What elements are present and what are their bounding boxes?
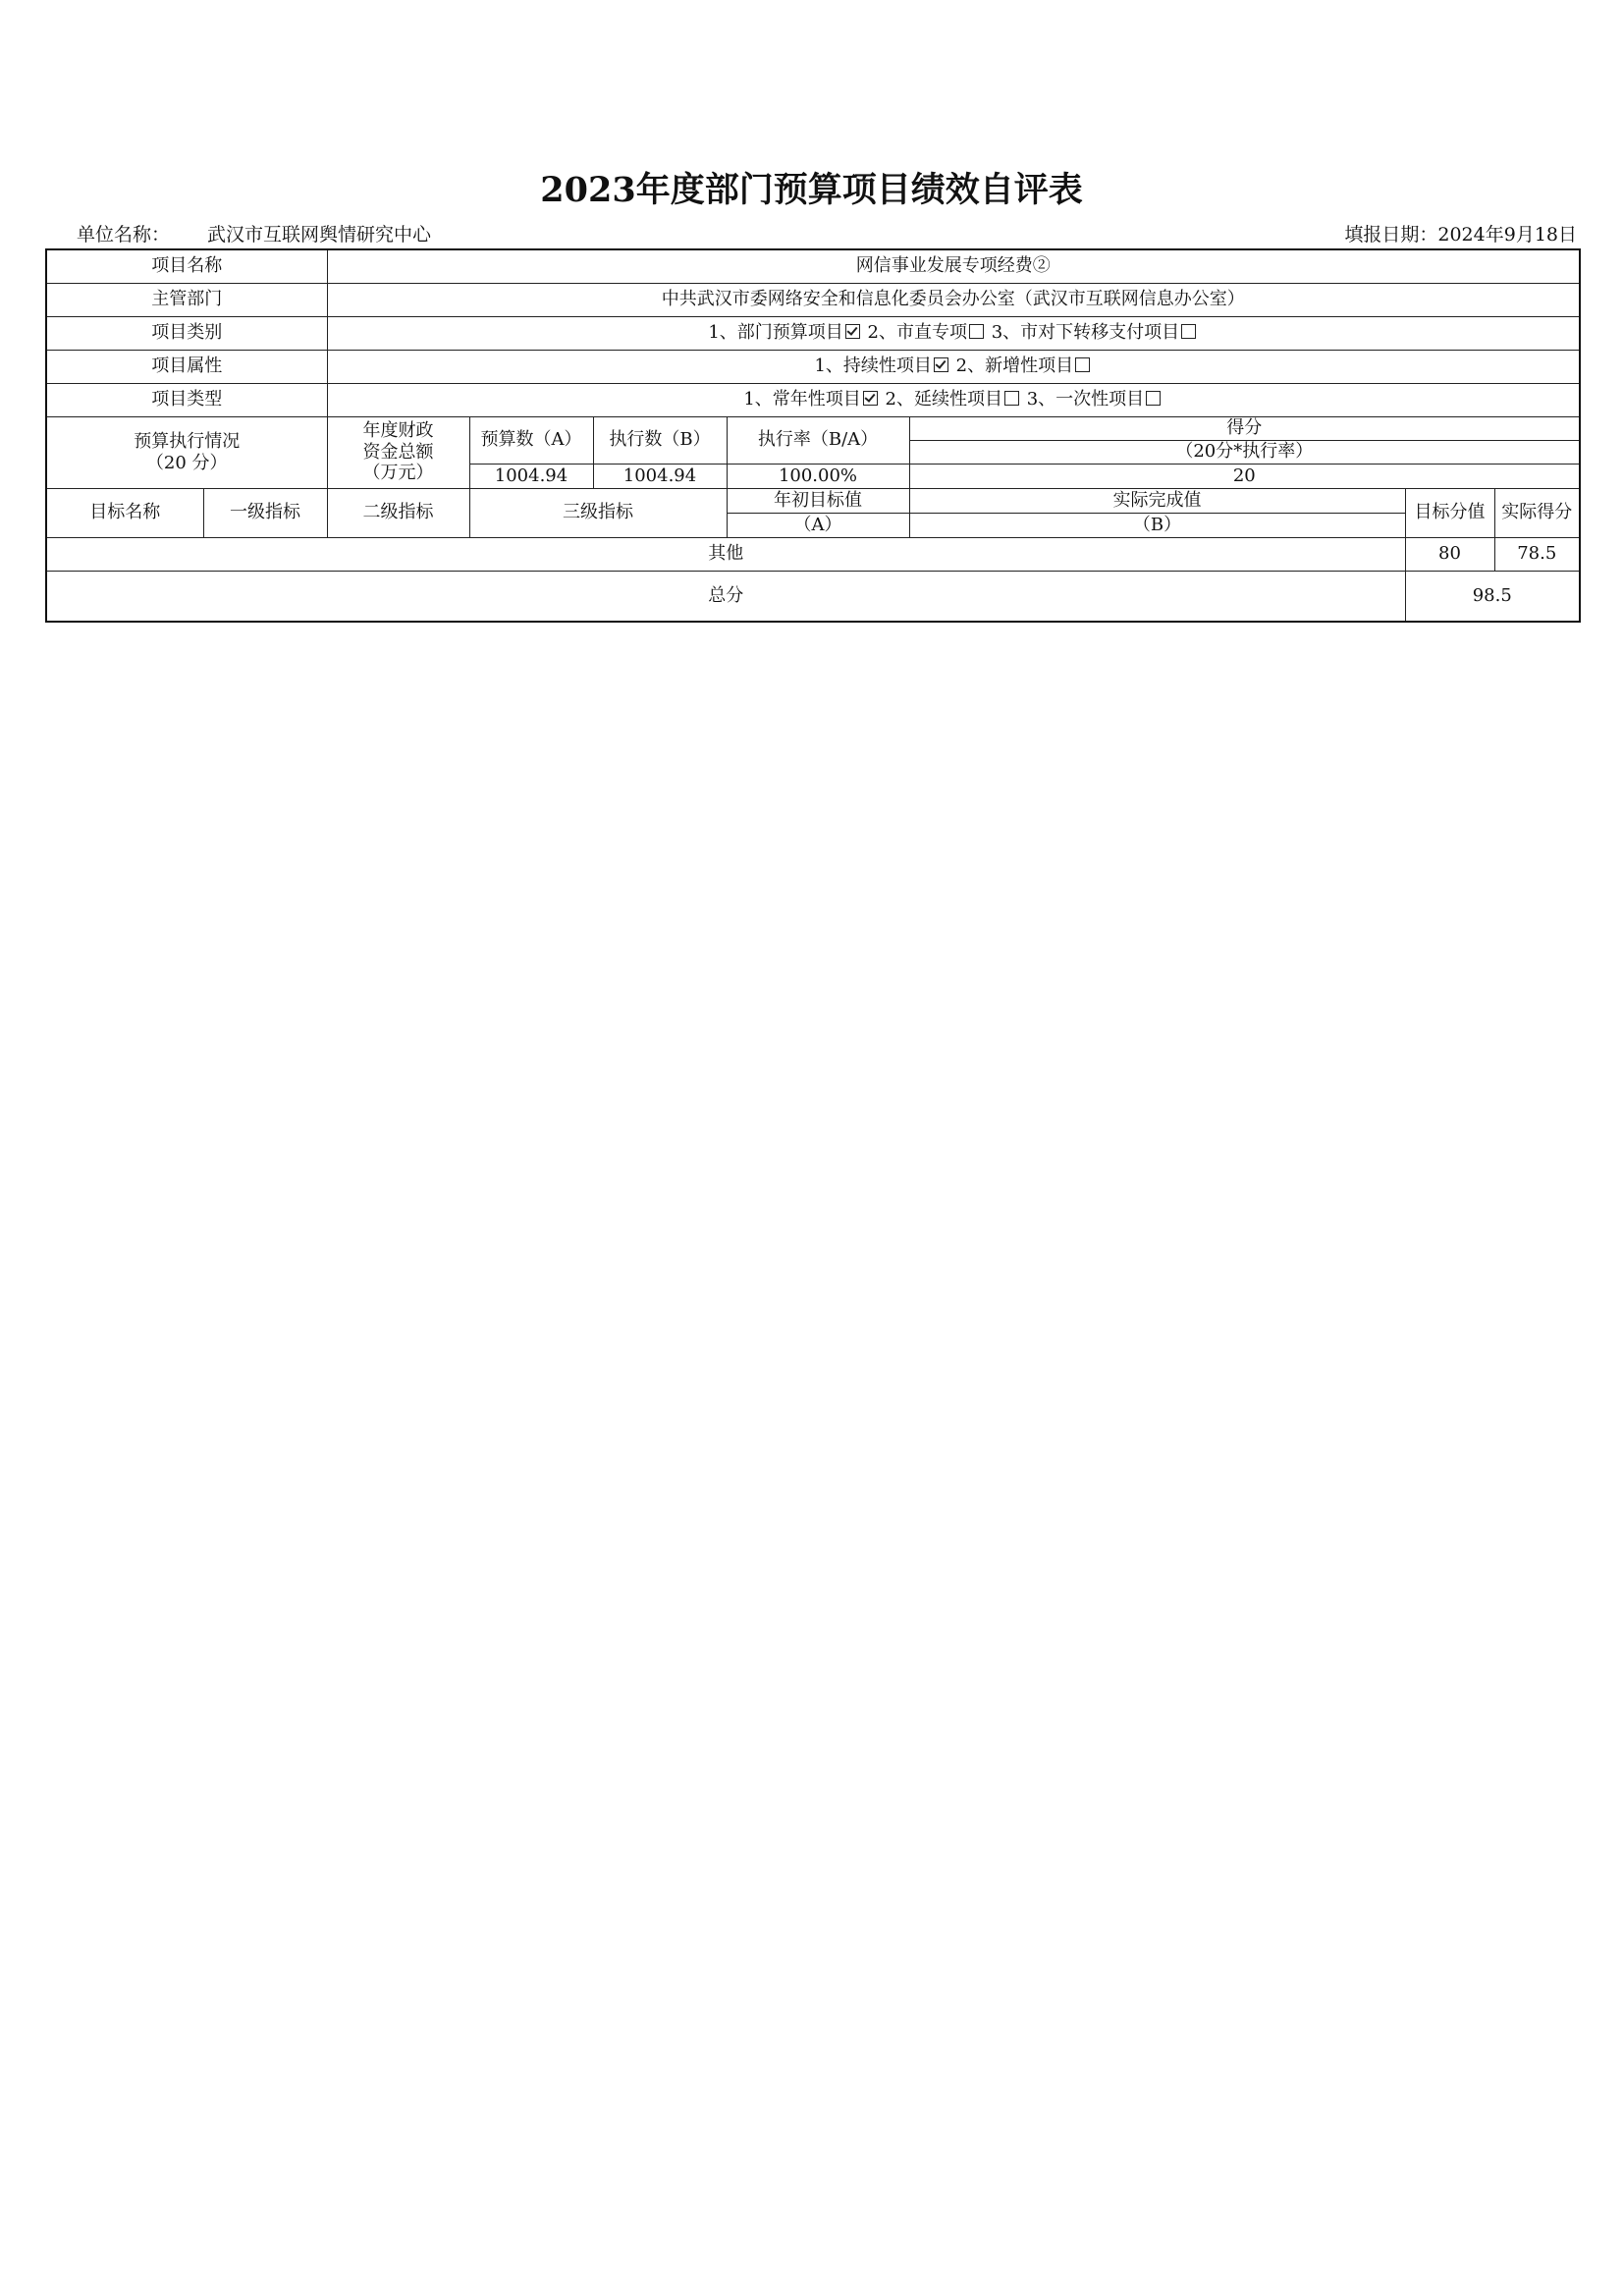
department-label: 主管部门 [46, 283, 327, 316]
budget-amount-header: 预算数（A） [469, 416, 593, 464]
actual-value-sub: （B） [909, 513, 1405, 537]
type-option-2: 2、延续性项目 [885, 389, 1002, 410]
execution-rate-header: 执行率（B/A） [727, 416, 909, 464]
level2-header: 二级指标 [327, 488, 469, 537]
score-value: 20 [909, 464, 1580, 488]
row-budget-header-1 [46, 416, 1580, 440]
empty-box-icon [1075, 357, 1090, 372]
target-name-header: 目标名称 [46, 488, 203, 537]
category-label: 项目类别 [46, 316, 327, 350]
empty-box-icon [1181, 324, 1196, 339]
initial-target-sub: （A） [727, 513, 909, 537]
level3-header: 三级指标 [469, 488, 727, 537]
attribute-option-2: 2、新增性项目 [955, 355, 1074, 377]
project-name-label: 项目名称 [46, 249, 327, 283]
attribute-options [327, 350, 1580, 383]
attribute-option-1: 1、持续性项目 [814, 355, 932, 377]
row-total [46, 571, 1580, 622]
score-header: 得分 [909, 416, 1580, 440]
attribute-label: 项目属性 [46, 350, 327, 383]
unit-info [77, 220, 431, 246]
type-option-3: 3、一次性项目 [1026, 389, 1145, 410]
empty-box-icon [1146, 391, 1161, 406]
project-name-value: 网信事业发展专项经费② [327, 249, 1580, 283]
department-value: 中共武汉市委网络安全和信息化委员会办公室（武汉市互联网信息办公室） [327, 283, 1580, 316]
budget-execution-label-line1: 预算执行情况 [134, 430, 241, 452]
execution-amount-value: 1004.94 [593, 464, 727, 488]
other-target-score: 80 [1405, 537, 1494, 571]
other-label: 其他 [46, 537, 1405, 571]
level1-header: 一级指标 [203, 488, 327, 537]
target-score-header: 目标分值 [1405, 488, 1494, 537]
budget-execution-label [46, 416, 327, 488]
type-option-1: 1、常年性项目 [743, 389, 861, 410]
row-category [46, 316, 1580, 350]
initial-target-header: 年初目标值 [727, 488, 909, 513]
unit-value: 武汉市互联网舆情研究中心 [207, 224, 432, 246]
category-options [327, 316, 1580, 350]
category-option-3: 3、市对下转移支付项目 [991, 322, 1180, 344]
type-options [327, 383, 1580, 416]
score-formula: （20分*执行率） [909, 440, 1580, 464]
category-option-2: 2、市直专项 [867, 322, 967, 344]
execution-amount-header: 执行数（B） [593, 416, 727, 464]
fill-date: 填报日期：2024年9月18日 [1344, 224, 1577, 246]
annual-fund-line2: 资金总额 [362, 441, 434, 463]
row-department [46, 283, 1580, 316]
budget-execution-label-line2: （20 分） [145, 452, 228, 473]
actual-value-header: 实际完成值 [909, 488, 1405, 513]
row-project-name [46, 249, 1580, 283]
total-value: 98.5 [1405, 571, 1580, 622]
row-type [46, 383, 1580, 416]
unit-label: 单位名称： [77, 224, 171, 246]
category-option-1: 1、部门预算项目 [708, 322, 843, 344]
checked-box-icon [934, 357, 948, 372]
checked-box-icon [845, 324, 860, 339]
checked-box-icon [863, 391, 878, 406]
budget-amount-value: 1004.94 [469, 464, 593, 488]
row-target-header-1 [46, 488, 1580, 513]
total-label: 总分 [46, 571, 1405, 622]
type-label: 项目类型 [46, 383, 327, 416]
document-title: 2023年度部门预算项目绩效自评表 [540, 170, 1083, 210]
execution-rate-value: 100.00% [727, 464, 909, 488]
row-attribute [46, 350, 1580, 383]
empty-box-icon [969, 324, 984, 339]
other-actual-score: 78.5 [1494, 537, 1580, 571]
evaluation-table [45, 248, 1581, 623]
row-other [46, 537, 1580, 571]
empty-box-icon [1004, 391, 1019, 406]
annual-fund-line3: （万元） [362, 463, 434, 484]
annual-fund-line1: 年度财政 [362, 420, 434, 442]
annual-fund-label [327, 416, 469, 488]
actual-score-header: 实际得分 [1494, 488, 1580, 537]
